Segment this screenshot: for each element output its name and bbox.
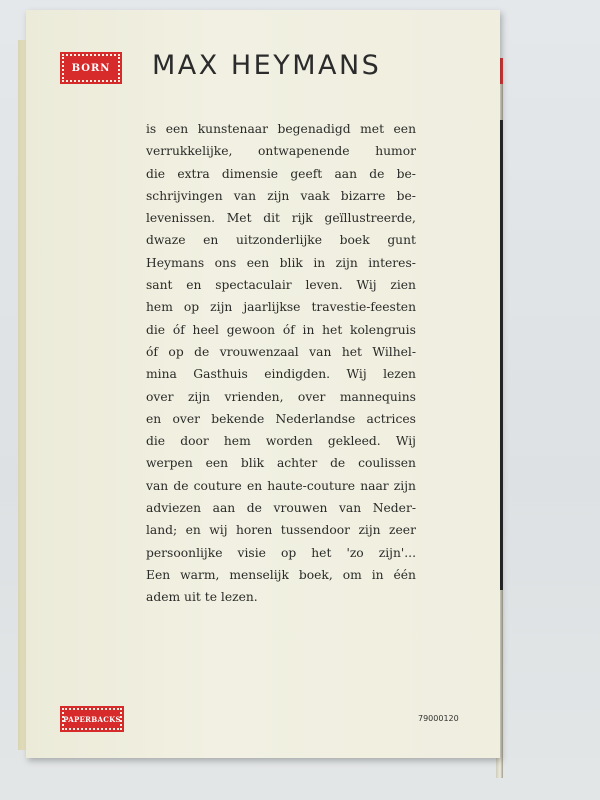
blurb-word: om	[342, 567, 362, 582]
product-code: 79000120	[418, 714, 459, 723]
blurb-word: naar	[360, 478, 389, 493]
blurb-word: humor	[375, 144, 416, 159]
blurb-line	[146, 140, 416, 162]
blurb-word: vrouwen	[273, 501, 328, 516]
blurb-word: gewoon	[226, 322, 276, 337]
blurb-line	[146, 430, 416, 452]
blurb-word: ontwapenende	[258, 144, 350, 159]
blurb-word: aan	[334, 166, 358, 181]
blurb-word: heel	[192, 322, 219, 337]
blurb-line	[146, 163, 416, 185]
blurb-word: zijn	[335, 255, 358, 270]
blurb-word: hem	[146, 300, 173, 315]
blurb-word: lezen	[383, 367, 416, 382]
blurb-word: zijn	[393, 478, 416, 493]
blurb-line	[146, 564, 416, 586]
blurb-word: die	[146, 166, 166, 181]
blurb-word: Wij	[356, 278, 377, 293]
blurb-word: bizarre	[340, 188, 386, 203]
blurb-word: het	[341, 344, 362, 359]
blurb-word: begenadigd	[277, 122, 351, 136]
blurb-word: dimensie	[221, 166, 279, 181]
blurb-word: die	[146, 434, 166, 449]
blurb-word: die	[146, 322, 166, 337]
blurb-word: van	[233, 188, 256, 203]
blurb-word: wij	[209, 523, 228, 538]
blurb-line	[146, 118, 416, 140]
blurb-word: Gasthuis	[193, 367, 248, 382]
blurb-word: het	[311, 545, 332, 560]
blurb-word: blik	[240, 456, 265, 471]
blurb-word: óf	[172, 322, 185, 337]
blurb-word: óf	[282, 322, 295, 337]
blurb-word: dwaze	[146, 233, 186, 248]
blurb-line	[146, 185, 416, 207]
blurb-word: óf	[146, 344, 158, 359]
blurb-word: bekende	[211, 411, 265, 426]
blurb-word: menselijk	[229, 567, 289, 582]
blurb-word: mina	[146, 367, 177, 382]
blurb-word: werpen	[146, 456, 193, 471]
blurb-word: in	[313, 255, 326, 270]
blurb-word: be-	[396, 188, 416, 203]
blurb-word: vrouwenzaal	[219, 344, 299, 359]
blurb-word: adviezen	[146, 501, 202, 516]
blurb-word: Een	[146, 567, 171, 582]
blurb-word: zijn	[187, 389, 211, 404]
blurb-word: gekleed.	[327, 434, 381, 449]
blurb-word: zijn	[358, 523, 381, 538]
blurb-word: boek,	[298, 567, 333, 582]
blurb-word: schrijvingen	[146, 188, 223, 203]
blurb-line	[146, 296, 416, 318]
blurb-word: en	[246, 478, 263, 493]
blurb-line	[146, 252, 416, 274]
blurb-word: interes-	[368, 255, 416, 270]
blurb-word: spectaculair	[215, 278, 292, 293]
blurb-line	[146, 452, 416, 474]
blurb-word: visie	[237, 545, 266, 560]
blurb-word: rijk	[291, 211, 313, 226]
blurb-word: kolengruis	[350, 322, 416, 337]
blurb-line	[146, 475, 416, 497]
blurb-word: de	[330, 456, 346, 471]
blurb-line: adem uit te lezen.	[146, 590, 258, 605]
blurb-word: over	[172, 411, 200, 426]
blurb-line	[146, 229, 416, 251]
blurb-word: boek	[339, 233, 370, 248]
blurb-word: Wij	[395, 434, 416, 449]
blurb-word: op	[168, 344, 184, 359]
blurb-word: geïllustreerde,	[324, 211, 416, 226]
blurb-word: zien	[390, 278, 416, 293]
blurb-word: vrienden,	[224, 389, 284, 404]
blurb-word: de	[369, 166, 385, 181]
blurb-word: eindigden.	[264, 367, 331, 382]
blurb-line	[146, 319, 416, 341]
blurb-word: de	[194, 344, 210, 359]
blurb-word: jaarlijkse	[243, 300, 301, 315]
blurb-word: haute-couture	[267, 478, 356, 493]
blurb-word: sant	[146, 278, 173, 293]
blurb-word: Wilhel-	[372, 344, 416, 359]
blurb-word: coulissen	[358, 456, 416, 471]
blurb-word: verrukkelijke,	[146, 144, 233, 159]
blurb-line	[146, 363, 416, 385]
blurb-word: vaak	[300, 188, 330, 203]
blurb-word: zijn	[210, 300, 233, 315]
born-logo-text: BORN	[71, 62, 111, 74]
blurb-line	[146, 207, 416, 229]
blurb-word: een	[205, 456, 229, 471]
blurb-word: en	[186, 278, 202, 293]
blurb-word: een	[393, 122, 416, 136]
blurb-word: Met	[226, 211, 252, 226]
blurb-line	[146, 386, 416, 408]
blurb-word: geeft	[290, 166, 323, 181]
blurb-word: één	[393, 567, 416, 582]
blurb-word: van	[146, 478, 169, 493]
paperbacks-logo-text: PAPERBACKS	[63, 714, 121, 724]
blurb-word: in	[371, 567, 384, 582]
blurb-word: het	[322, 322, 343, 337]
blurb-line	[146, 341, 416, 363]
blurb-word: horen	[235, 523, 273, 538]
blurb-word: en	[203, 233, 219, 248]
blurb-word: gunt	[387, 233, 416, 248]
blurb-word: met	[360, 122, 385, 136]
blurb-word: een	[165, 122, 189, 136]
blurb-word: over	[146, 389, 174, 404]
born-publisher-logo	[62, 54, 120, 82]
blurb-word: de	[173, 478, 189, 493]
blurb-line	[146, 519, 416, 541]
blurb-word: kunstenaar	[197, 122, 269, 136]
blurb-word: en	[185, 523, 201, 538]
blurb-word: 'zo	[346, 545, 364, 560]
blurb-word: van	[309, 344, 332, 359]
blurb-word: een	[246, 255, 270, 270]
blurb-word: dit	[263, 211, 280, 226]
blurb-word: en	[146, 411, 162, 426]
blurb-word: extra	[177, 166, 210, 181]
blurb-word: door	[180, 434, 209, 449]
blurb-word: zeer	[389, 523, 416, 538]
blurb-word: Nederlandse	[275, 411, 356, 426]
blurb-text	[146, 118, 416, 609]
blurb-word: ons	[214, 255, 237, 270]
blurb-word: be-	[396, 166, 416, 181]
blurb-line	[146, 274, 416, 296]
blurb-word: de	[246, 501, 262, 516]
blurb-word: actrices	[366, 411, 416, 426]
blurb-word: is	[146, 122, 157, 136]
blurb-word: achter	[276, 456, 318, 471]
blurb-word: persoonlijke	[146, 545, 223, 560]
blurb-word: over	[297, 389, 326, 404]
blurb-word: mannequins	[339, 389, 416, 404]
blurb-word: Wij	[346, 367, 367, 382]
blurb-word: hem	[223, 434, 251, 449]
blurb-word: op	[183, 300, 200, 315]
blurb-word: levenissen.	[146, 211, 216, 226]
blurb-word: Heymans	[146, 255, 205, 270]
blurb-word: travestie-feesten	[311, 300, 416, 315]
blurb-word: op	[280, 545, 297, 560]
blurb-word: land;	[146, 523, 178, 538]
blurb-word: worden	[265, 434, 313, 449]
blurb-line	[146, 542, 416, 564]
page-left-edge	[18, 40, 26, 750]
blurb-word: zijn	[267, 188, 290, 203]
book-title: MAX HEYMANS	[152, 50, 382, 81]
blurb-line	[146, 408, 416, 430]
blurb-word: Neder-	[372, 501, 416, 516]
blurb-word: van	[338, 501, 362, 516]
blurb-line	[146, 497, 416, 519]
blurb-word: zijn'...	[378, 545, 416, 560]
paperbacks-series-logo	[62, 708, 122, 730]
blurb-word: couture	[193, 478, 242, 493]
blurb-word: tussendoor	[280, 523, 351, 538]
blurb-word: aan	[212, 501, 236, 516]
blurb-word: in	[302, 322, 315, 337]
blurb-word: warm,	[180, 567, 220, 582]
blurb-word: blik	[279, 255, 303, 270]
blurb-word: uitzonderlijke	[235, 233, 323, 248]
blurb-word: leven.	[305, 278, 343, 293]
